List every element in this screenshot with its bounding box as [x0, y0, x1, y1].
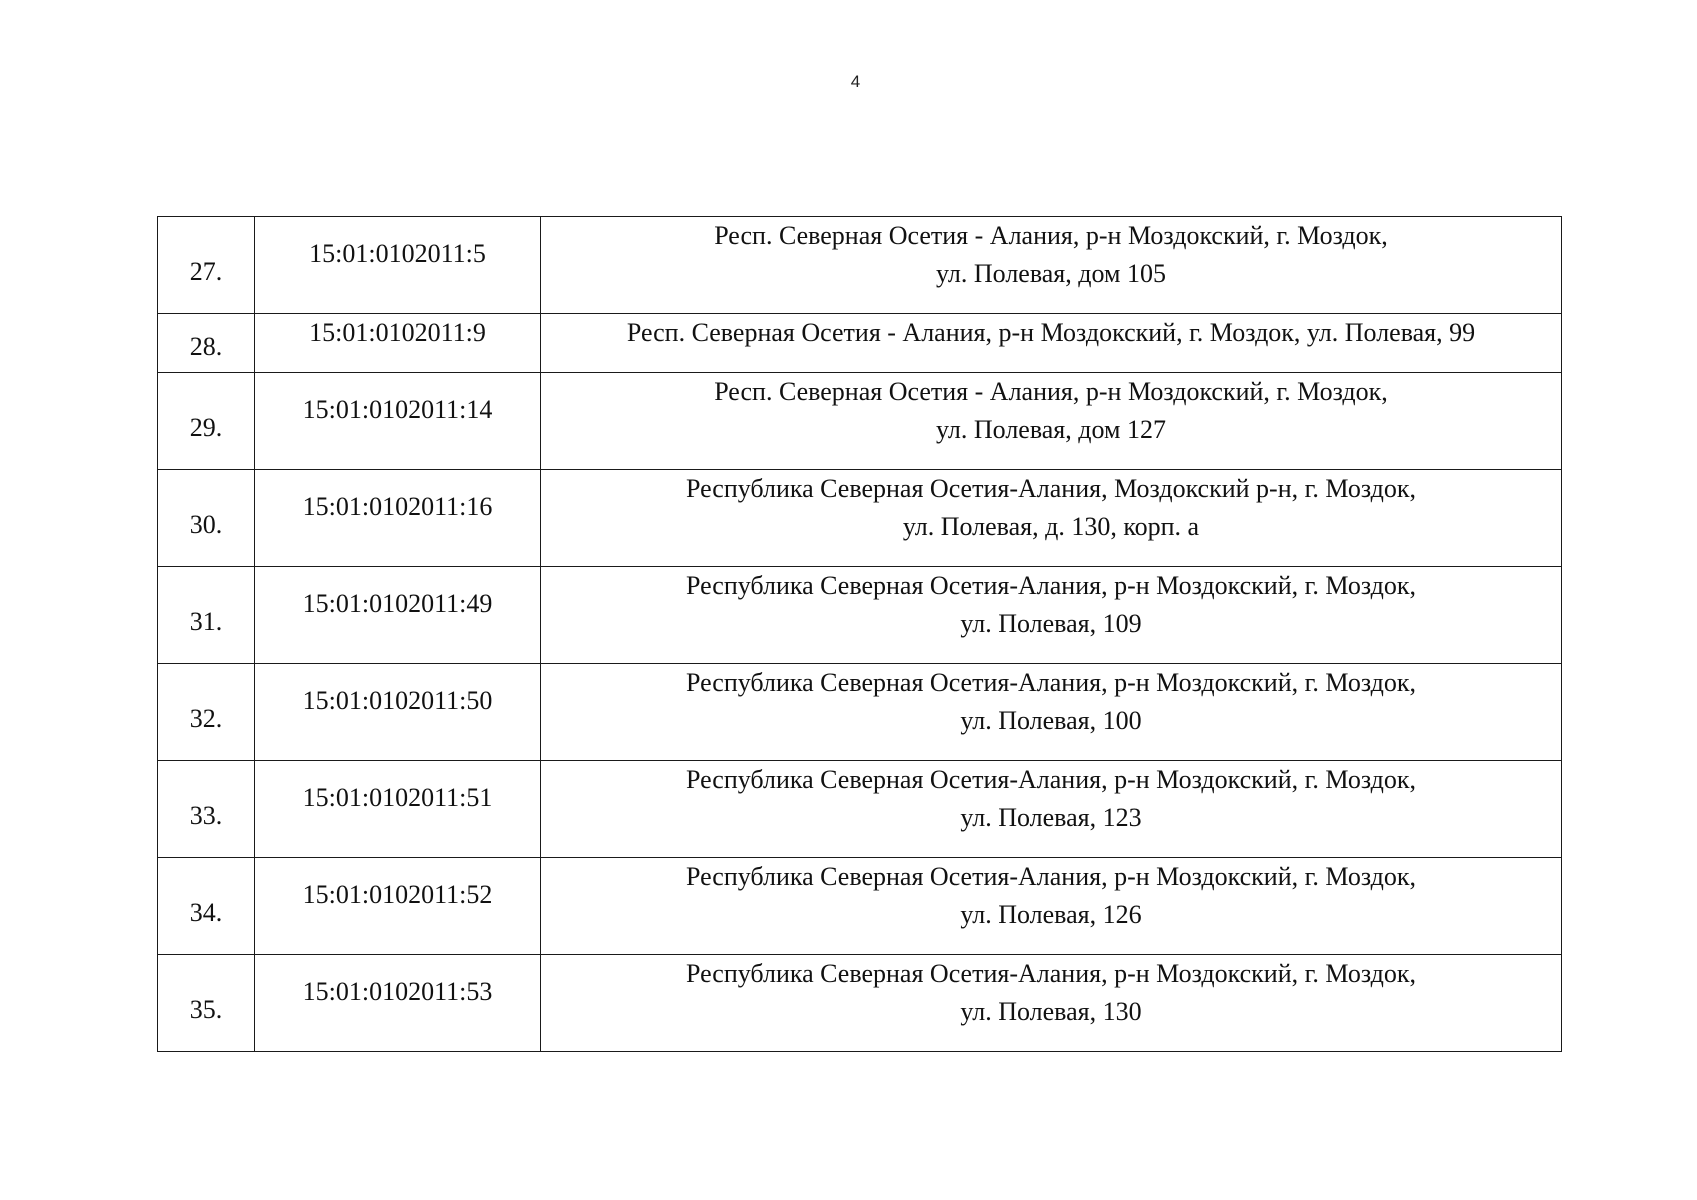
address-line-1: Республика Северная Осетия-Алания, р-н Моздокский, г. Моздок, [685, 765, 1416, 794]
row-number: 33. [189, 801, 223, 830]
cadastral-number-cell [255, 955, 541, 1052]
table-row [158, 761, 1562, 858]
cadastral-number: 15:01:0102011:49 [302, 589, 493, 618]
cadastral-number-cell [255, 373, 541, 470]
cadastral-number: 15:01:0102011:50 [302, 686, 493, 715]
address-cell [541, 955, 1562, 1052]
table-row [158, 314, 1562, 373]
row-number: 34. [189, 898, 223, 927]
address-cell [541, 567, 1562, 664]
table-row [158, 567, 1562, 664]
row-number-cell [158, 955, 255, 1052]
cadastral-number: 15:01:0102011:5 [309, 239, 486, 268]
row-number: 31. [189, 607, 223, 636]
row-number-cell [158, 761, 255, 858]
row-number: 30. [189, 510, 223, 539]
row-number-cell [158, 470, 255, 567]
cadastral-number: 15:01:0102011:14 [302, 395, 493, 424]
cadastral-number-cell [255, 470, 541, 567]
row-number: 29. [189, 413, 223, 442]
row-number: 28. [189, 332, 223, 361]
cadastral-number-cell [255, 761, 541, 858]
cadastral-number: 15:01:0102011:52 [302, 880, 493, 909]
row-number: 32. [189, 704, 223, 733]
cadastral-number-cell [255, 664, 541, 761]
table-row [158, 664, 1562, 761]
address-line-2: ул. Полевая, 130 [960, 997, 1142, 1026]
row-number-cell [158, 567, 255, 664]
row-number-cell [158, 664, 255, 761]
address-line-1: Респ. Северная Осетия - Алания, р-н Моздокский, г. Моздок, [714, 377, 1388, 406]
address-line-2: ул. Полевая, 123 [960, 803, 1142, 832]
table-row [158, 858, 1562, 955]
row-number-cell [158, 314, 255, 373]
address-line-2: ул. Полевая, 100 [960, 706, 1142, 735]
address-cell [541, 664, 1562, 761]
row-number: 27. [189, 257, 223, 286]
address-line-2: ул. Полевая, 109 [960, 609, 1142, 638]
cadastral-number-cell [255, 567, 541, 664]
page-number: 4 [850, 72, 861, 91]
address-line-1: Республика Северная Осетия-Алания, р-н Моздокский, г. Моздок, [685, 959, 1416, 988]
address-line-1: Респ. Северная Осетия - Алания, р-н Моздокский, г. Моздок, ул. Полевая, 99 [626, 318, 1476, 347]
address-cell [541, 217, 1562, 314]
cadastral-number: 15:01:0102011:53 [302, 977, 493, 1006]
address-line-1: Республика Северная Осетия-Алания, р-н Моздокский, г. Моздок, [685, 668, 1416, 697]
address-cell [541, 858, 1562, 955]
address-line-1: Респ. Северная Осетия - Алания, р-н Моздокский, г. Моздок, [714, 221, 1388, 250]
cadastral-number-cell [255, 858, 541, 955]
address-line-2: ул. Полевая, дом 105 [936, 259, 1166, 288]
cadastral-number: 15:01:0102011:51 [302, 783, 493, 812]
row-number: 35. [189, 995, 223, 1024]
cadastral-number-cell [255, 314, 541, 373]
address-cell [541, 314, 1562, 373]
cadastral-number: 15:01:0102011:9 [309, 318, 486, 347]
table-row [158, 217, 1562, 314]
cadastral-number-cell [255, 217, 541, 314]
address-line-2: ул. Полевая, д. 130, корп. а [902, 512, 1200, 541]
row-number-cell [158, 373, 255, 470]
address-line-2: ул. Полевая, дом 127 [936, 415, 1166, 444]
table-row [158, 373, 1562, 470]
address-line-1: Республика Северная Осетия-Алания, р-н Моздокский, г. Моздок, [685, 571, 1416, 600]
table-row [158, 470, 1562, 567]
row-number-cell [158, 217, 255, 314]
address-cell [541, 373, 1562, 470]
address-line-2: ул. Полевая, 126 [960, 900, 1142, 929]
table-row [158, 955, 1562, 1052]
address-cell [541, 470, 1562, 567]
address-line-1: Республика Северная Осетия-Алания, Моздокский р-н, г. Моздок, [685, 474, 1416, 503]
address-cell [541, 761, 1562, 858]
land-plots-table [157, 216, 1562, 1052]
row-number-cell [158, 858, 255, 955]
address-line-1: Республика Северная Осетия-Алания, р-н Моздокский, г. Моздок, [685, 862, 1416, 891]
cadastral-number: 15:01:0102011:16 [302, 492, 493, 521]
